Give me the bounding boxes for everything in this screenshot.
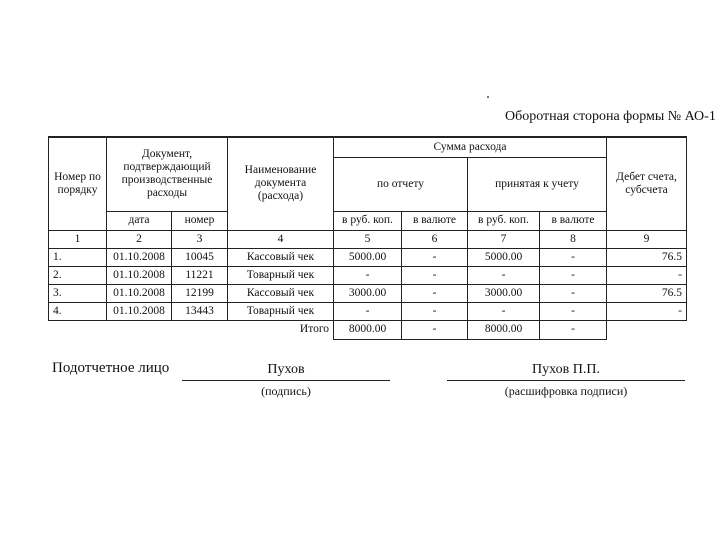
expense-table bbox=[48, 136, 687, 340]
row-number: 4. bbox=[49, 302, 107, 320]
signature-caption: (подпись) bbox=[261, 384, 311, 398]
column-number: 5 bbox=[334, 230, 402, 248]
row-date: 01.10.2008 bbox=[107, 302, 172, 320]
total-label: Итого bbox=[49, 320, 334, 339]
row-date: 01.10.2008 bbox=[107, 284, 172, 302]
total-currency-accepted: - bbox=[540, 320, 607, 339]
row-doc-number: 11221 bbox=[172, 266, 228, 284]
row-currency-accepted: - bbox=[540, 302, 607, 320]
table-row bbox=[49, 284, 687, 302]
name-transcript-line bbox=[447, 380, 685, 381]
header-doc-name: Наименование документа (расхода) bbox=[228, 137, 334, 230]
column-number: 3 bbox=[172, 230, 228, 248]
row-doc-name: Товарный чек bbox=[228, 302, 334, 320]
column-number: 2 bbox=[107, 230, 172, 248]
row-date: 01.10.2008 bbox=[107, 248, 172, 266]
table-row bbox=[49, 248, 687, 266]
row-rub-accepted: - bbox=[468, 302, 540, 320]
column-number: 9 bbox=[607, 230, 687, 248]
table-row bbox=[49, 266, 687, 284]
row-debit: 76.5 bbox=[607, 284, 687, 302]
row-currency-accepted: - bbox=[540, 284, 607, 302]
column-number: 4 bbox=[228, 230, 334, 248]
header-debit: Дебет счета, субсчета bbox=[607, 137, 687, 230]
name-transcript-caption: (расшифровка подписи) bbox=[504, 384, 628, 398]
total-empty-cell bbox=[607, 320, 687, 339]
header-row-number: Номер по порядку bbox=[49, 137, 107, 230]
row-rub-report: - bbox=[334, 302, 402, 320]
column-number-row bbox=[49, 230, 687, 248]
row-rub-report: 5000.00 bbox=[334, 248, 402, 266]
row-number: 1. bbox=[49, 248, 107, 266]
row-number: 2. bbox=[49, 266, 107, 284]
row-debit: 76.5 bbox=[607, 248, 687, 266]
header-document: Документ, подтверждающий производственные расходы bbox=[107, 137, 228, 211]
header-rub-accepted: в руб. коп. bbox=[468, 211, 540, 230]
row-currency-report: - bbox=[402, 248, 468, 266]
row-rub-report: 3000.00 bbox=[334, 284, 402, 302]
row-debit: - bbox=[607, 302, 687, 320]
row-doc-number: 10045 bbox=[172, 248, 228, 266]
row-doc-name: Кассовый чек bbox=[228, 248, 334, 266]
column-number: 8 bbox=[540, 230, 607, 248]
signature-value: Пухов bbox=[267, 362, 305, 377]
header-date: дата bbox=[107, 211, 172, 230]
header-expense-sum: Сумма расхода bbox=[334, 137, 607, 157]
table-row bbox=[49, 302, 687, 320]
header-by-report: по отчету bbox=[334, 157, 468, 211]
row-currency-report: - bbox=[402, 284, 468, 302]
total-row bbox=[49, 320, 687, 339]
total-currency-report: - bbox=[402, 320, 468, 339]
row-date: 01.10.2008 bbox=[107, 266, 172, 284]
name-transcript-value: Пухов П.П. bbox=[532, 362, 600, 377]
row-doc-name: Кассовый чек bbox=[228, 284, 334, 302]
row-currency-accepted: - bbox=[540, 248, 607, 266]
accountable-person-label: Подотчетное лицо bbox=[52, 360, 170, 376]
row-number: 3. bbox=[49, 284, 107, 302]
signature-line bbox=[182, 380, 390, 381]
row-rub-accepted: - bbox=[468, 266, 540, 284]
row-doc-number: 12199 bbox=[172, 284, 228, 302]
row-doc-number: 13443 bbox=[172, 302, 228, 320]
form-heading: Оборотная сторона формы № АО-1 bbox=[505, 109, 716, 124]
total-rub-report: 8000.00 bbox=[334, 320, 402, 339]
row-currency-accepted: - bbox=[540, 266, 607, 284]
header-rub-report: в руб. коп. bbox=[334, 211, 402, 230]
row-rub-report: - bbox=[334, 266, 402, 284]
row-currency-report: - bbox=[402, 302, 468, 320]
column-number: 1 bbox=[49, 230, 107, 248]
row-doc-name: Товарный чек bbox=[228, 266, 334, 284]
header-currency-accepted: в валюте bbox=[540, 211, 607, 230]
column-number: 7 bbox=[468, 230, 540, 248]
row-rub-accepted: 5000.00 bbox=[468, 248, 540, 266]
row-currency-report: - bbox=[402, 266, 468, 284]
header-number: номер bbox=[172, 211, 228, 230]
row-rub-accepted: 3000.00 bbox=[468, 284, 540, 302]
total-rub-accepted: 8000.00 bbox=[468, 320, 540, 339]
header-currency-report: в валюте bbox=[402, 211, 468, 230]
column-number: 6 bbox=[402, 230, 468, 248]
scan-speck bbox=[487, 96, 489, 98]
header-accepted: принятая к учету bbox=[468, 157, 607, 211]
row-debit: - bbox=[607, 266, 687, 284]
